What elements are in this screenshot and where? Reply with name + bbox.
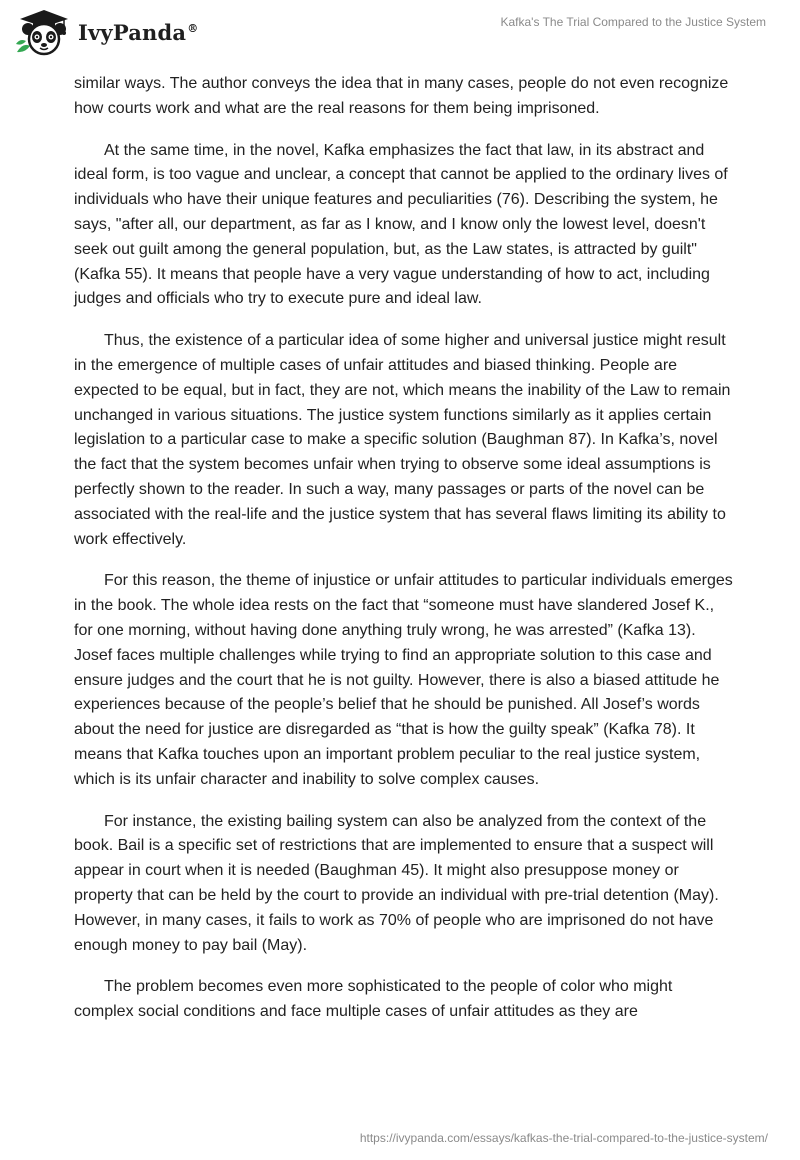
- document-title: Kafka's The Trial Compared to the Justice System: [500, 15, 766, 29]
- page-header: [0, 0, 800, 66]
- paragraph: At the same time, in the novel, Kafka emphasizes the fact that law, in its abstract and ideal form, is too vague and unclear, a concept that cannot be applied to the ordinary lives of individuals who have their unique features and peculiarities (76). Describing the system, he says, "after all, our department, as far as I know, and I know only the lowest level, doesn't seek out guilt among the general population, but, as the Law states, is attracted by guilt" (Kafka 55). It means that people have a very vague understanding of how to act, including judges and officials who try to execute pure and ideal law.: [74, 141, 728, 308]
- paragraph: The problem becomes even more sophisticated to the people of color who might complex social conditions and face multiple cases of unfair attitudes as they are: [74, 978, 673, 1021]
- source-url[interactable]: https://ivypanda.com/essays/kafkas-the-trial-compared-to-the-justice-system/: [359, 1131, 768, 1145]
- brand-name: IvyPanda: [78, 20, 187, 45]
- panda-logo-icon[interactable]: [14, 8, 74, 56]
- brand-logo-text[interactable]: [78, 20, 198, 45]
- essay-body: [74, 72, 734, 1042]
- paragraph: For instance, the existing bailing system can also be analyzed from the context of the book. Bail is a specific set of restrictions that are implemented to ensure that a suspect will appear in court when it is needed (Baughman 45). It might also presuppose money or property that can be held by the court to provide an individual with pre-trial detention (May). However, in many cases, it fails to work as 70% of people who are imprisoned do not have enough money to pay bail (May).: [74, 812, 719, 954]
- paragraph: Thus, the existence of a particular idea of some higher and universal justice might result in the emergence of multiple cases of unfair attitudes and biased thinking. People are expected to be equal, but in fact, they are not, which means the inability of the Law to remain unchanged in various situations. The justice system functions similarly as it applies certain legislation to a particular case to make a specific solution (Baughman 87). In Kafka’s, novel the fact that the system becomes unfair when trying to observe some ideal assumptions is perfectly shown to the reader. In such a way, many passages or parts of the novel can be associated with the real-life and the justice system that has several flaws limiting its ability to work effectively.: [74, 332, 731, 548]
- registered-mark: ®: [187, 22, 199, 35]
- paragraph: similar ways. The author conveys the idea that in many cases, people do not even recognize how courts work and what are the real reasons for them being imprisoned.: [74, 75, 729, 117]
- paragraph: For this reason, the theme of injustice or unfair attitudes to particular individuals emerges in the book. The whole idea rests on the fact that “someone must have slandered Josef K., for one morning, without having done anything truly wrong, he was arrested” (Kafka 13). Josef faces multiple challenges while trying to find an appropriate solution to this case and ensure judges and the court that he is not guilty. However, there is also a biased attitude he experiences because of the people’s belief that he should be punished. All Josef’s words about the need for justice are disregarded as “that is how the guilty speak” (Kafka 78). It means that Kafka touches upon an important problem peculiar to the real justice system, which is its unfair character and inability to solve complex causes.: [74, 572, 733, 788]
